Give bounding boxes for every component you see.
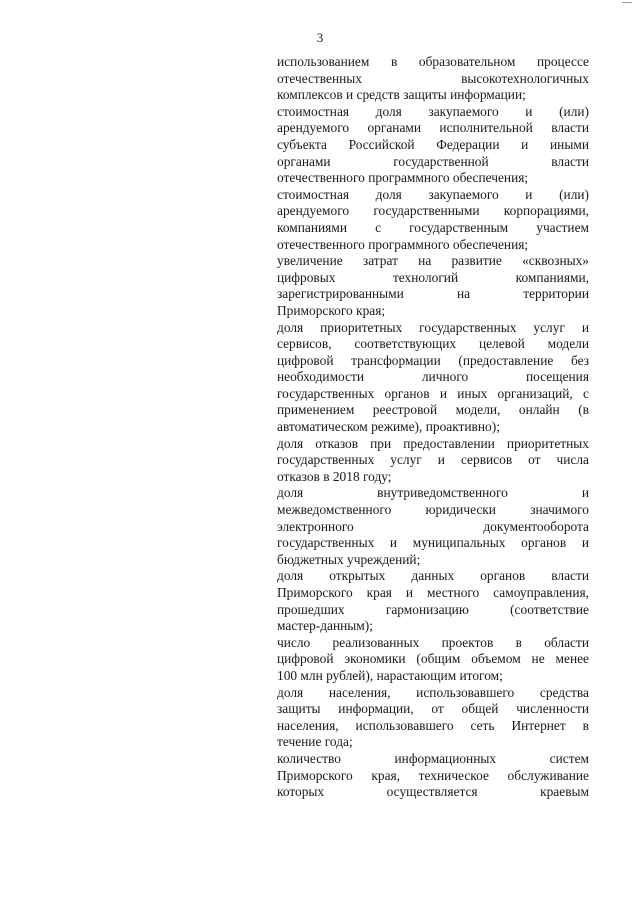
document-body [277,54,589,801]
text-line: число реализованных проектов в области [277,634,589,650]
text-line: доля внутриведомственного и [277,485,589,501]
text-line: защиты информации, от общей численности [277,701,589,717]
scan-edge-mark [622,2,632,3]
text-line: государственных услуг и сервисов от числа [277,452,589,468]
text-line: цифровых технологий компаниями, [277,269,589,285]
text-line: применением реестровой модели, онлайн (в [277,402,589,418]
text-line: доля открытых данных органов власти [277,568,589,584]
text-line: стоимостная доля закупаемого и (или) [277,186,589,202]
page-number: 3 [316,30,324,45]
text-line: отказов в 2018 году; [277,468,392,484]
text-line: государственных и муниципальных органов и [277,535,589,551]
text-line: арендуемого государственными корпорациями, [277,203,589,219]
text-line: органами государственной власти [277,153,589,169]
text-line: Приморского края; [277,302,386,318]
text-line: зарегистрированными на территории [277,286,589,302]
text-line: доля населения, использовавшего средства [277,684,589,700]
text-line: Приморского края, техническое обслуживание [277,767,589,783]
text-line: 100 млн рублей), нарастающим итогом; [277,667,503,683]
text-line: бюджетных учреждений; [277,551,421,567]
text-line: течение года; [277,734,353,750]
text-line: компаниями с государственным участием [277,219,589,235]
text-line: цифровой трансформации (предоставление без [277,352,589,368]
text-line: электронного документооборота [277,518,589,534]
text-line: цифровой экономики (общим объемом не менее [277,651,589,667]
text-line: которых осуществляется краевым [277,784,589,800]
text-line: стоимостная доля закупаемого и (или) [277,103,589,119]
text-line: мастер-данным); [277,618,373,634]
text-line: сервисов, соответствующих целевой модели [277,336,589,352]
text-line: увеличение затрат на развитие «сквозных» [277,253,589,269]
text-line: субъекта Российской Федерации и иными [277,136,589,152]
text-line: межведомственного юридически значимого [277,502,589,518]
text-line: автоматическом режиме), проактивно); [277,419,500,435]
text-line: населения, использовавшего сеть Интернет в [277,717,589,733]
text-line: количество информационных систем [277,750,589,766]
text-line: Приморского края и местного самоуправления, [277,585,589,600]
text-line: необходимости личного посещения [277,369,589,385]
text-line: комплексов и средств защиты информации; [277,87,526,103]
text-line: государственных органов и иных организаций, с [277,385,589,401]
text-line: арендуемого органами исполнительной власти [277,120,589,136]
text-line: прошедших гармонизацию (соответствие [277,601,589,617]
text-line: отечественного программного обеспечения; [277,236,529,252]
text-line: использованием в образовательном процессе [277,54,589,69]
text-line: доля приоритетных государственных услуг и [277,319,589,335]
text-line: отечественного программного обеспечения; [277,170,529,186]
text-line: отечественных высокотехнологичных [277,70,589,86]
text-line: доля отказов при предоставлении приоритетных [277,435,589,451]
